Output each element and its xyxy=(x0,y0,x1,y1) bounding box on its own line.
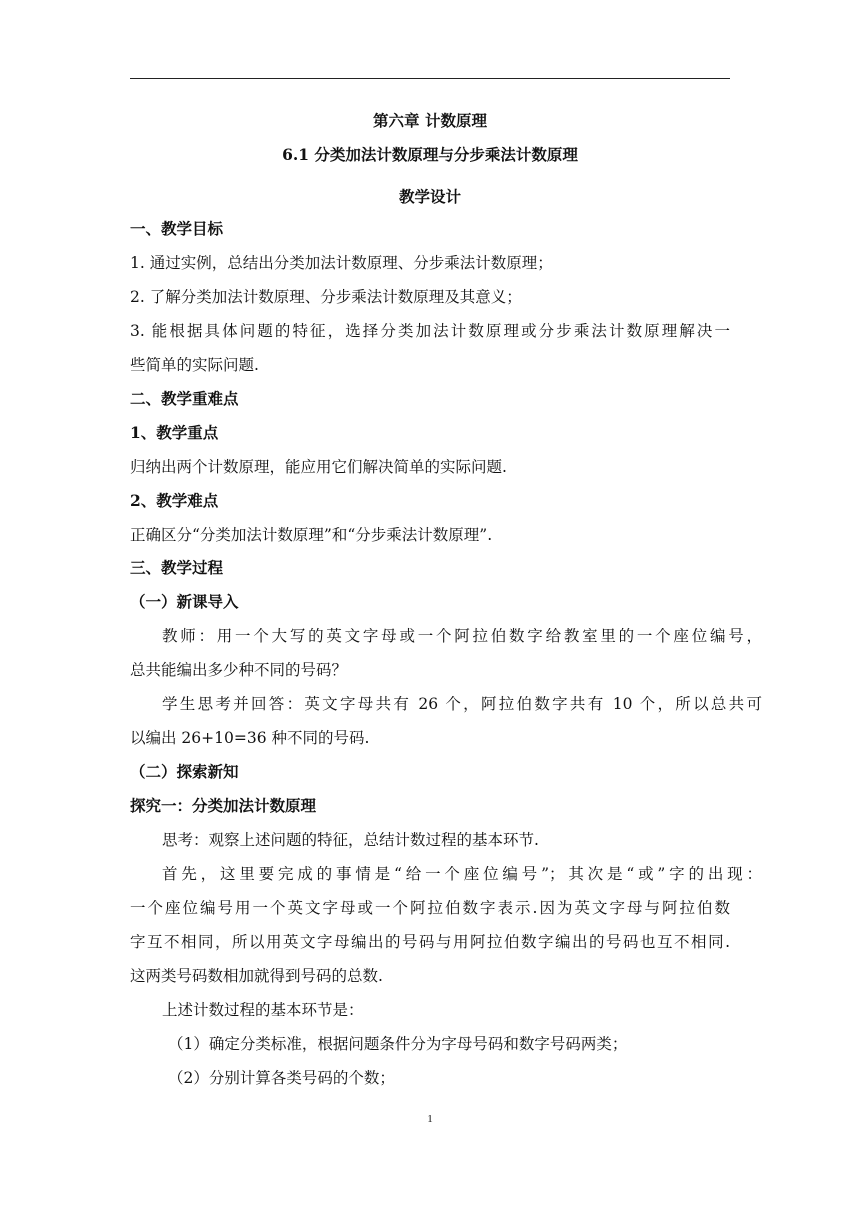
teacher-question-line-2: 总共能编出多少种不同的号码？ xyxy=(130,661,348,679)
objective-3-line-2: 些简单的实际问题. xyxy=(130,356,259,374)
objective-2: 2. 了解分类加法计数原理、分步乘法计数原理及其意义； xyxy=(130,288,522,306)
step-2: （2）分别计算各类号码的个数； xyxy=(168,1069,395,1087)
objective-1: 1. 通过实例，总结出分类加法计数原理、分步乘法计数原理； xyxy=(130,254,553,272)
explanation-line-3: 字互不相同，所以用英文字母编出的号码与用阿拉伯数字编出的号码也互不相同. xyxy=(130,933,730,951)
objective-3-line-1: 3. 能根据具体问题的特征，选择分类加法计数原理或分步乘法计数原理解决一 xyxy=(130,322,730,340)
think-prompt: 思考：观察上述问题的特征，总结计数过程的基本环节. xyxy=(162,831,539,849)
header-rule xyxy=(130,78,730,79)
key-point-text: 归纳出两个计数原理，能应用它们解决简单的实际问题. xyxy=(130,458,507,476)
subheading-key-point: 1、教学重点 xyxy=(130,423,219,442)
page-number: 1 xyxy=(427,1113,433,1125)
student-answer-line-2: 以编出 26+10=36 种不同的号码. xyxy=(130,729,370,747)
document-type-title: 教学设计 xyxy=(398,187,461,206)
subheading-explore: （二）探索新知 xyxy=(130,762,239,781)
section-heading-objectives: 一、教学目标 xyxy=(130,219,224,238)
chapter-title: 第六章 计数原理 xyxy=(373,111,487,130)
steps-intro: 上述计数过程的基本环节是： xyxy=(162,1001,364,1019)
teacher-question-line-1: 教师：用一个大写的英文字母或一个阿拉伯数字给教室里的一个座位编号， xyxy=(162,627,762,645)
subheading-inquiry-1: 探究一：分类加法计数原理 xyxy=(130,796,317,815)
subheading-introduction: （一）新课导入 xyxy=(130,592,239,611)
explanation-line-2: 一个座位编号用一个英文字母或一个阿拉伯数字表示.因为英文字母与阿拉伯数 xyxy=(130,899,730,917)
explanation-line-4: 这两类号码数相加就得到号码的总数. xyxy=(130,967,383,985)
section-heading-key-points: 二、教学重难点 xyxy=(130,389,239,408)
subheading-difficult-point: 2、教学难点 xyxy=(130,491,219,510)
difficult-point-text: 正确区分“分类加法计数原理”和“分步乘法计数原理”. xyxy=(130,526,493,544)
step-1: （1）确定分类标准，根据问题条件分为字母号码和数字号码两类； xyxy=(168,1035,628,1053)
student-answer-line-1: 学生思考并回答：英文字母共有 26 个，阿拉伯数字共有 10 个，所以总共可 xyxy=(162,695,762,713)
section-title: 6.1 分类加法计数原理与分步乘法计数原理 xyxy=(282,145,578,164)
explanation-line-1: 首先，这里要完成的事情是“给一个座位编号”；其次是“或”字的出现： xyxy=(162,865,762,883)
section-heading-process: 三、教学过程 xyxy=(130,558,224,577)
